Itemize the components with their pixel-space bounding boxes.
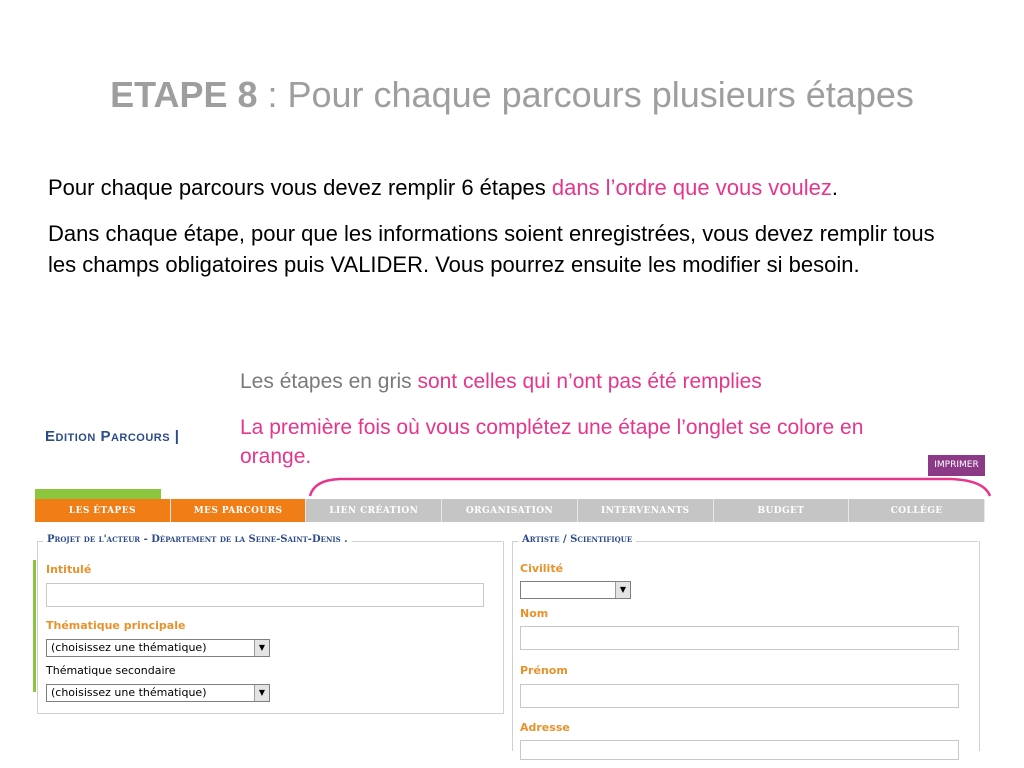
intitule-input[interactable]	[46, 583, 484, 607]
tab-bar	[35, 499, 985, 522]
pink-brace-annotation	[300, 472, 1000, 502]
edition-parcours-heading: Edition Parcours |	[45, 428, 180, 445]
thematique-principale-select[interactable]	[46, 639, 270, 657]
civilite-select[interactable]	[520, 581, 631, 599]
note-gray-start: Les étapes en gris	[240, 370, 418, 393]
project-panel-legend: Projet de l'acteur - Département de la Seine-Saint-Denis .	[43, 534, 352, 545]
note-gray-steps	[240, 367, 1000, 396]
tab-les-etapes[interactable]: LES ÉTAPES	[35, 499, 171, 522]
label-thematique-secondaire: Thématique secondaire	[46, 664, 176, 677]
title-text: : Pour chaque parcours plusieurs étapes	[257, 74, 914, 115]
intro-line-1-end: .	[831, 175, 839, 200]
tab-mes-parcours[interactable]: MES PARCOURS	[171, 499, 307, 522]
thematique-principale-value: (choisissez une thématique)	[51, 641, 207, 654]
print-button[interactable]: IMPRIMER	[928, 455, 985, 476]
tab-intervenants[interactable]: INTERVENANTS	[578, 499, 714, 522]
artist-panel-legend: Artiste / Scientifique	[518, 534, 636, 545]
nom-input[interactable]	[520, 626, 959, 650]
tab-budget[interactable]: BUDGET	[714, 499, 850, 522]
note-first-time: La première fois où vous complétez une étape l’onglet se colore en orange.	[240, 416, 864, 468]
dropdown-arrow-icon: ▼	[254, 640, 269, 656]
label-civilite: Civilité	[520, 562, 564, 575]
intro-line-1-pink: dans l’ordre que vous voulez	[551, 175, 832, 200]
note-gray-pink: sont celles qui n’ont pas été remplies	[417, 370, 762, 393]
tab-organisation[interactable]: ORGANISATION	[442, 499, 578, 522]
thematique-secondaire-select[interactable]	[46, 684, 270, 702]
adresse-input[interactable]	[520, 740, 959, 760]
tab-lien-creation[interactable]: LIEN CRÉATION	[306, 499, 442, 522]
label-intitule: Intitulé	[46, 563, 92, 576]
intro-line-2: Dans chaque étape, pour que les informations soient enregistrées, vous devez remplir tous les champs obligatoires puis VALIDER. Vous pourrez ensuite les modifier si besoin.	[48, 221, 935, 277]
dropdown-arrow-icon: ▼	[254, 685, 269, 701]
thematique-secondaire-value: (choisissez une thématique)	[51, 686, 207, 699]
tab-college[interactable]: COLLÈGE	[849, 499, 985, 522]
intro-line-1-start: Pour chaque parcours vous devez remplir 6 étapes	[48, 175, 552, 200]
label-thematique-principale: Thématique principale	[46, 619, 186, 632]
prenom-input[interactable]	[520, 684, 959, 708]
left-accent-bar	[33, 560, 36, 692]
label-adresse: Adresse	[520, 721, 570, 734]
slide-title	[0, 74, 1024, 116]
dropdown-arrow-icon: ▼	[615, 582, 630, 598]
label-nom: Nom	[520, 607, 549, 620]
label-prenom: Prénom	[520, 664, 568, 677]
active-indicator	[35, 489, 161, 499]
title-step: ETAPE 8	[110, 74, 258, 115]
intro-line-1	[48, 172, 998, 203]
